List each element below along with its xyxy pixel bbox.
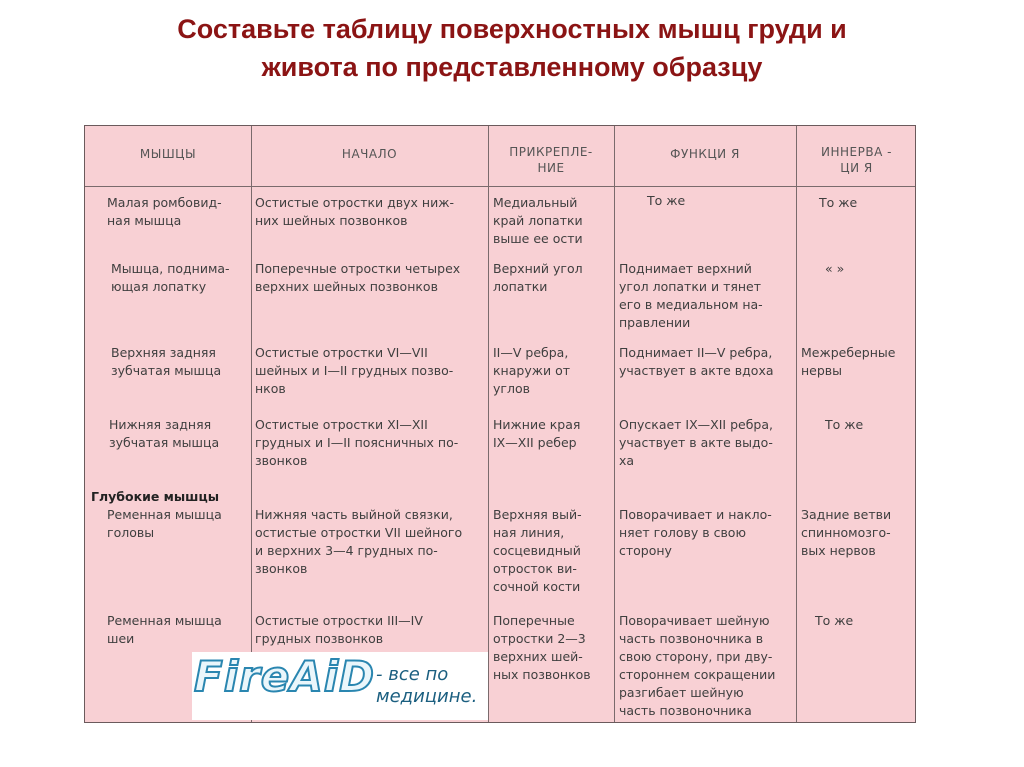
section-label-deep-muscles: Глубокие мышцы (91, 489, 220, 504)
origin-cell: Остистые отростки VI—VII шейных и I—II грудных позво- нков (255, 345, 454, 396)
function-cell: Поворачивает и накло- няет голову в свою сторону (619, 507, 772, 558)
column-divider (488, 126, 489, 722)
function-cell: Поднимает II—V ребра, участвует в акте вдоха (619, 345, 774, 378)
title-line-2: живота по представленному образцу (261, 52, 763, 82)
origin-cell: Нижняя часть выйной связки, остистые отростки VII шейного и верхних 3—4 грудных по- звонков (255, 507, 463, 576)
muscle-table (84, 125, 916, 723)
origin-cell: Остистые отростки III—IV грудных позвонков (255, 613, 423, 646)
fireaid-watermark-logo (192, 652, 488, 720)
innervation-cell: То же (825, 417, 864, 432)
muscle-name: Мышца, поднима- ющая лопатку (111, 261, 230, 294)
column-divider (251, 126, 252, 722)
muscle-name: Малая ромбовид- ная мышца (107, 195, 222, 228)
muscle-name: Верхняя задняя зубчатая мышца (111, 345, 222, 378)
header-innervation: ИННЕРВА - ЦИ Я (821, 145, 892, 175)
innervation-cell: Межреберные нервы (801, 345, 896, 378)
insertion-cell: Поперечные отростки 2—3 верхних шей- ных позвонков (493, 613, 591, 682)
insertion-cell: II—V ребра, кнаружи от углов (493, 345, 571, 396)
header-function: ФУНКЦИ Я (670, 147, 740, 161)
innervation-cell: « » (825, 261, 845, 276)
function-cell: Опускает IX—XII ребра, участвует в акте выдо- ха (619, 417, 773, 468)
column-divider (614, 126, 615, 722)
header-muscles: МЫШЦЫ (139, 147, 197, 161)
function-cell: Поднимает верхний угол лопатки и тянет его в медиальном на- правлении (619, 261, 763, 330)
header-insertion: ПРИКРЕПЛЕ- НИЕ (509, 145, 593, 175)
origin-cell: Остистые отростки двух ниж- них шейных позвонков (255, 195, 454, 228)
origin-cell: Поперечные отростки четырех верхних шейных позвонков (255, 261, 461, 294)
watermark-brand: FireAiD (194, 652, 376, 701)
muscle-name: Ременная мышца головы (107, 507, 222, 540)
insertion-cell: Верхний угол лопатки (493, 261, 583, 294)
header-divider (85, 186, 915, 187)
slide-title (0, 10, 1024, 86)
function-cell: Поворачивает шейную часть позвоночника в свою сторону, при дву- стороннем сокращении разгибает шейную часть позвоночника (619, 613, 776, 718)
insertion-cell: Нижние края IX—XII ребер (493, 417, 581, 450)
innervation-cell: Задние ветви спинномозго- вых нервов (801, 507, 892, 558)
muscle-name: Нижняя задняя зубчатая мышца (109, 417, 220, 450)
origin-cell: Остистые отростки XI—XII грудных и I—II поясничных по- звонков (255, 417, 459, 468)
innervation-cell: То же (819, 195, 858, 210)
insertion-cell: Медиальный край лопатки выше ее ости (493, 195, 583, 246)
header-origin: НАЧАЛО (341, 147, 398, 161)
muscle-name: Ременная мышца шеи (107, 613, 222, 646)
watermark-tagline: - все по медицине. (376, 664, 478, 707)
insertion-cell: Верхняя вый- ная линия, сосцевидный отросток ви- сочной кости (493, 507, 582, 594)
innervation-cell: То же (815, 613, 854, 628)
title-line-1: Составьте таблицу поверхностных мышц груди и (177, 14, 847, 44)
function-cell: То же (647, 193, 686, 208)
column-divider (796, 126, 797, 722)
